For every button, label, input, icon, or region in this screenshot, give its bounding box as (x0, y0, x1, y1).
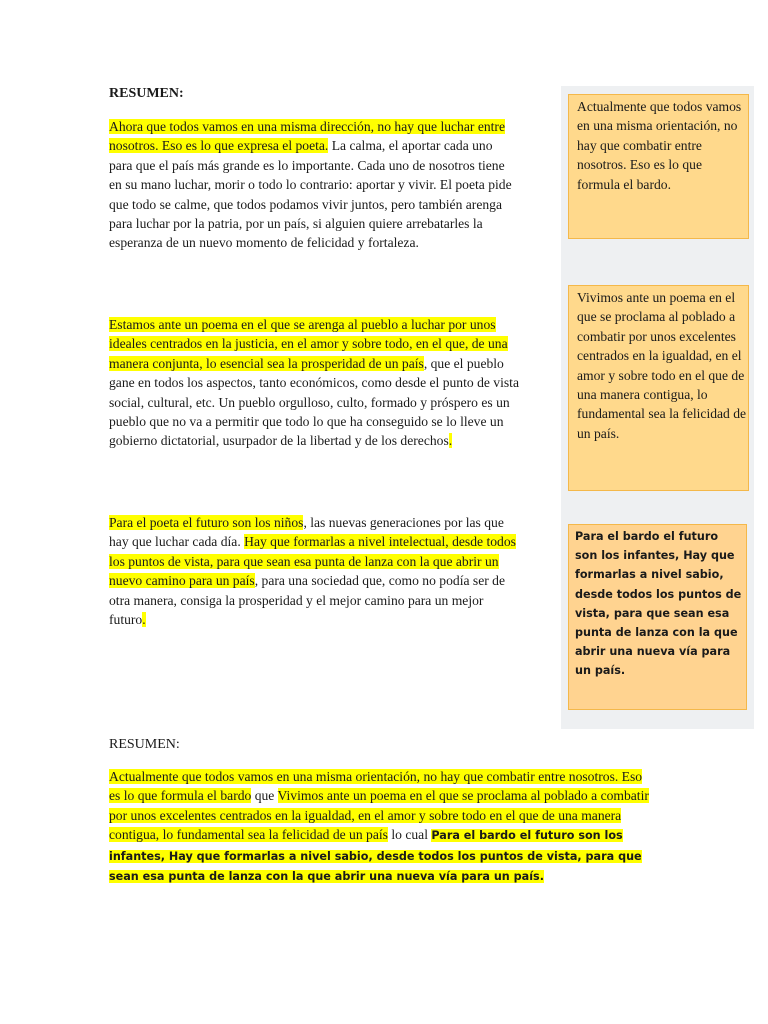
summary-part-3: Para el bardo el futuro son los infantes, Hay que formarlas a nivel sabio, desde todos los puntos de vista, para que sean esa punta de lanza con la que abrir una nueva vía para un país. (109, 829, 642, 884)
paragraph-3 (109, 513, 519, 629)
side-note-2: Vivimos ante un poema en el que se proclama al poblado a combatir por unos excelentes centrados en la igualdad, en el amor y sobre todo en el que de una manera contigua, lo fundamental sea la felicidad de un país. (568, 285, 749, 491)
paragraph-2-highlight: Estamos ante un poema en el que se arenga al pueblo a luchar por unos ideales centrados en la justicia, en el amor y sobre todo, en el que, de una manera conjunta, lo esencial sea la prosperidad de un país (109, 317, 508, 371)
summary-paragraph (109, 767, 654, 886)
summary-heading-bottom: RESUMEN: (109, 737, 180, 752)
summary-connector-2: lo cual (387, 827, 432, 843)
paragraph-2-text: , que el pueblo gane en todos los aspectos, tanto económicos, como desde el punto de vista social, cultural, etc. Un pueblo orgulloso, culto, formado y próspero es un pueblo que no va a permitir que todo lo que ha conseguido se lo lleve un gobierno dictatorial, usurpador de la libertad y de los derechos (109, 355, 519, 449)
side-note-1: Actualmente que todos vamos en una misma orientación, no hay que combatir entre nosotros. Eso es lo que formula el bardo. (568, 94, 749, 239)
paragraph-3-middle: , las nuevas generaciones por las que hay que luchar cada día. (109, 515, 504, 550)
summary-heading-top: RESUMEN: (109, 86, 184, 101)
side-note-3: Para el bardo el futuro son los infantes, Hay que formarlas a nivel sabio, desde todos los puntos de vista, para que sean esa punta de lanza con la que abrir una nueva vía para un país. (568, 524, 747, 710)
summary-connector-1: que (251, 788, 278, 804)
summary-part-2: Vivimos ante un poema en el que se proclama al poblado a combatir por unos excelentes centrados en la igualdad, en el amor y sobre todo en el que de una manera contigua, lo fundamental sea la felicidad de un país (109, 788, 649, 843)
summary-part-1: Actualmente que todos vamos en una misma orientación, no hay que combatir entre nosotros. Eso es lo que formula el bardo (109, 769, 643, 804)
paragraph-3-text: , para una sociedad que, como no podía ser de otra manera, consiga la prosperidad y el mejor camino para un mejor futuro (109, 573, 505, 628)
paragraph-3-end: . (142, 612, 146, 628)
paragraph-1-highlight: Ahora que todos vamos en una misma dirección, no hay que luchar entre nosotros. Eso es lo que expresa el poeta. (109, 119, 505, 154)
paragraph-2 (109, 315, 519, 451)
paragraph-3-highlight-2: Hay que formarlas a nivel intelectual, desde todos los puntos de vista, para que sean esa punta de lanza con la que abrir un nuevo camino para un país (109, 534, 516, 589)
paragraph-3-highlight-1: Para el poeta el futuro son los niños (109, 515, 304, 530)
paragraph-1-text: La calma, el aportar cada uno para que el país más grande es lo importante. Cada uno de nosotros tiene en su mano luchar, morir o todo lo contrario: aportar y vivir. El poeta pide que todo se calme, que todos podamos vivir juntos, pero también arenga para luchar por la patria, por un país, si alguien quiere arrebatarles la esperanza de un nuevo momento de felicidad y fortaleza. (109, 138, 512, 251)
paragraph-1 (109, 117, 519, 253)
paragraph-2-end: . (448, 433, 453, 449)
